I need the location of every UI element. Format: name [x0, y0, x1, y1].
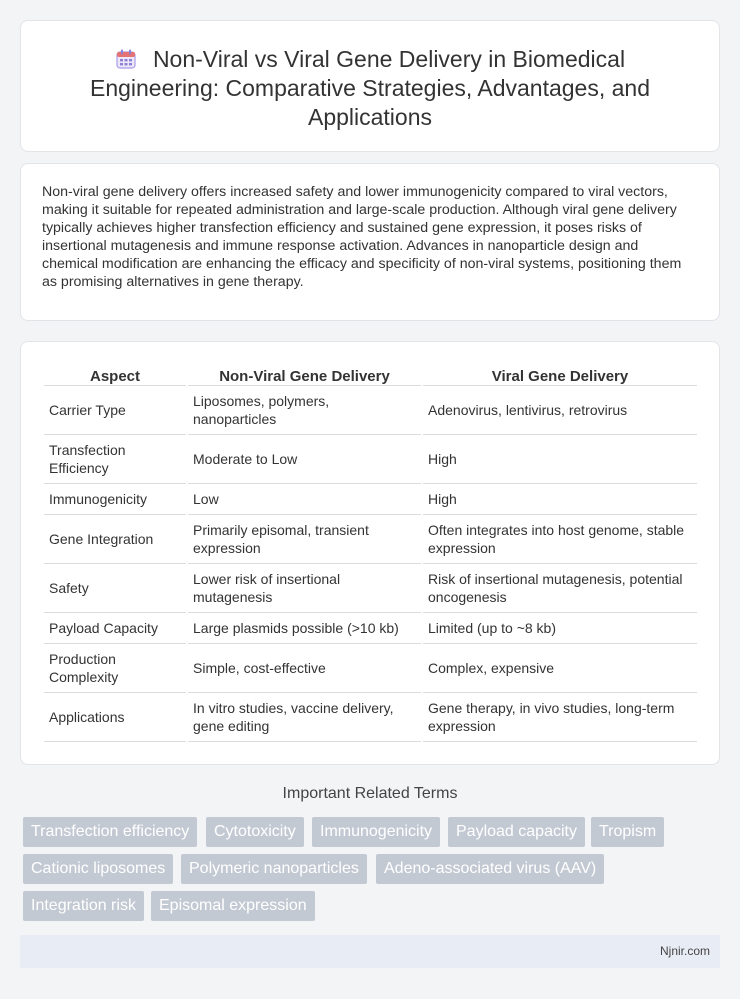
title-card — [20, 20, 720, 152]
intro-card — [20, 163, 720, 321]
row-aspect: Carrier Type — [44, 386, 186, 435]
related-terms-title: Important Related Terms — [282, 785, 458, 802]
row-viral: Complex, expensive — [423, 644, 697, 693]
table-row — [44, 435, 697, 484]
tag-immunogenicity[interactable]: Immunogenicity — [312, 817, 440, 847]
intro-paragraph: Non-viral gene delivery offers increased safety and lower immunogenicity compared to viral vectors, making it suitable for repeated administration and large-scale production. Although viral gene delivery typically achieves higher transfection efficiency and sustained gene expression, it poses risks of insertional mutagenesis and immune response activation. Advances in nanoparticle design and chemical modification are enhancing the efficacy and specificity of non-viral systems, positioning them as promising alternatives in gene therapy. — [42, 184, 682, 290]
table-row — [44, 515, 697, 564]
row-aspect: Gene Integration — [44, 515, 186, 564]
tag-episomal-expression[interactable]: Episomal expression — [151, 891, 315, 921]
row-aspect: Production Complexity — [44, 644, 186, 693]
row-viral: High — [423, 435, 697, 484]
row-viral: Risk of insertional mutagenesis, potential oncogenesis — [423, 564, 697, 613]
tag-payload-capacity[interactable]: Payload capacity — [448, 817, 585, 847]
page-title — [71, 45, 669, 132]
row-aspect: Transfection Efficiency — [44, 435, 186, 484]
calendar-icon — [115, 48, 137, 70]
table-row — [44, 693, 697, 742]
row-viral: Adenovirus, lentivirus, retrovirus — [423, 386, 697, 435]
row-aspect: Payload Capacity — [44, 613, 186, 644]
table-row — [44, 564, 697, 613]
comparison-table — [42, 363, 699, 742]
table-row — [44, 484, 697, 515]
header-viral: Viral Gene Delivery — [423, 363, 697, 386]
row-viral: Gene therapy, in vivo studies, long-term expression — [423, 693, 697, 742]
row-non-viral: Low — [188, 484, 421, 515]
table-row — [44, 644, 697, 693]
table-row — [44, 386, 697, 435]
tag-tropism[interactable]: Tropism — [591, 817, 664, 847]
page-title-text: Non-Viral vs Viral Gene Delivery in Biomedical Engineering: Comparative Strategies, Advantages, and Applications — [89, 46, 651, 130]
row-non-viral: Lower risk of insertional mutagenesis — [188, 564, 421, 613]
row-viral: High — [423, 484, 697, 515]
row-aspect: Safety — [44, 564, 186, 613]
tag-adeno-associated-virus[interactable]: Adeno-associated virus (AAV) — [376, 854, 604, 884]
tag-integration-risk[interactable]: Integration risk — [23, 891, 144, 921]
row-non-viral: Moderate to Low — [188, 435, 421, 484]
row-non-viral: Large plasmids possible (>10 kb) — [188, 613, 421, 644]
footer-site-name[interactable]: Njnir.com — [659, 944, 710, 958]
row-aspect: Applications — [44, 693, 186, 742]
tag-cationic-liposomes[interactable]: Cationic liposomes — [23, 854, 173, 884]
tag-cytotoxicity[interactable]: Cytotoxicity — [206, 817, 304, 847]
row-non-viral: Liposomes, polymers, nanoparticles — [188, 386, 421, 435]
comparison-card — [20, 341, 720, 765]
row-viral: Limited (up to ~8 kb) — [423, 613, 697, 644]
row-non-viral: In vitro studies, vaccine delivery, gene editing — [188, 693, 421, 742]
row-non-viral: Primarily episomal, transient expression — [188, 515, 421, 564]
row-non-viral: Simple, cost-effective — [188, 644, 421, 693]
row-viral: Often integrates into host genome, stable expression — [423, 515, 697, 564]
table-row — [44, 613, 697, 644]
table-header-row — [44, 363, 697, 386]
header-non-viral: Non-Viral Gene Delivery — [188, 363, 421, 386]
tag-polymeric-nanoparticles[interactable]: Polymeric nanoparticles — [181, 854, 367, 884]
row-aspect: Immunogenicity — [44, 484, 186, 515]
header-aspect: Aspect — [44, 363, 186, 386]
footer — [20, 935, 720, 968]
tag-transfection-efficiency[interactable]: Transfection efficiency — [23, 817, 197, 847]
